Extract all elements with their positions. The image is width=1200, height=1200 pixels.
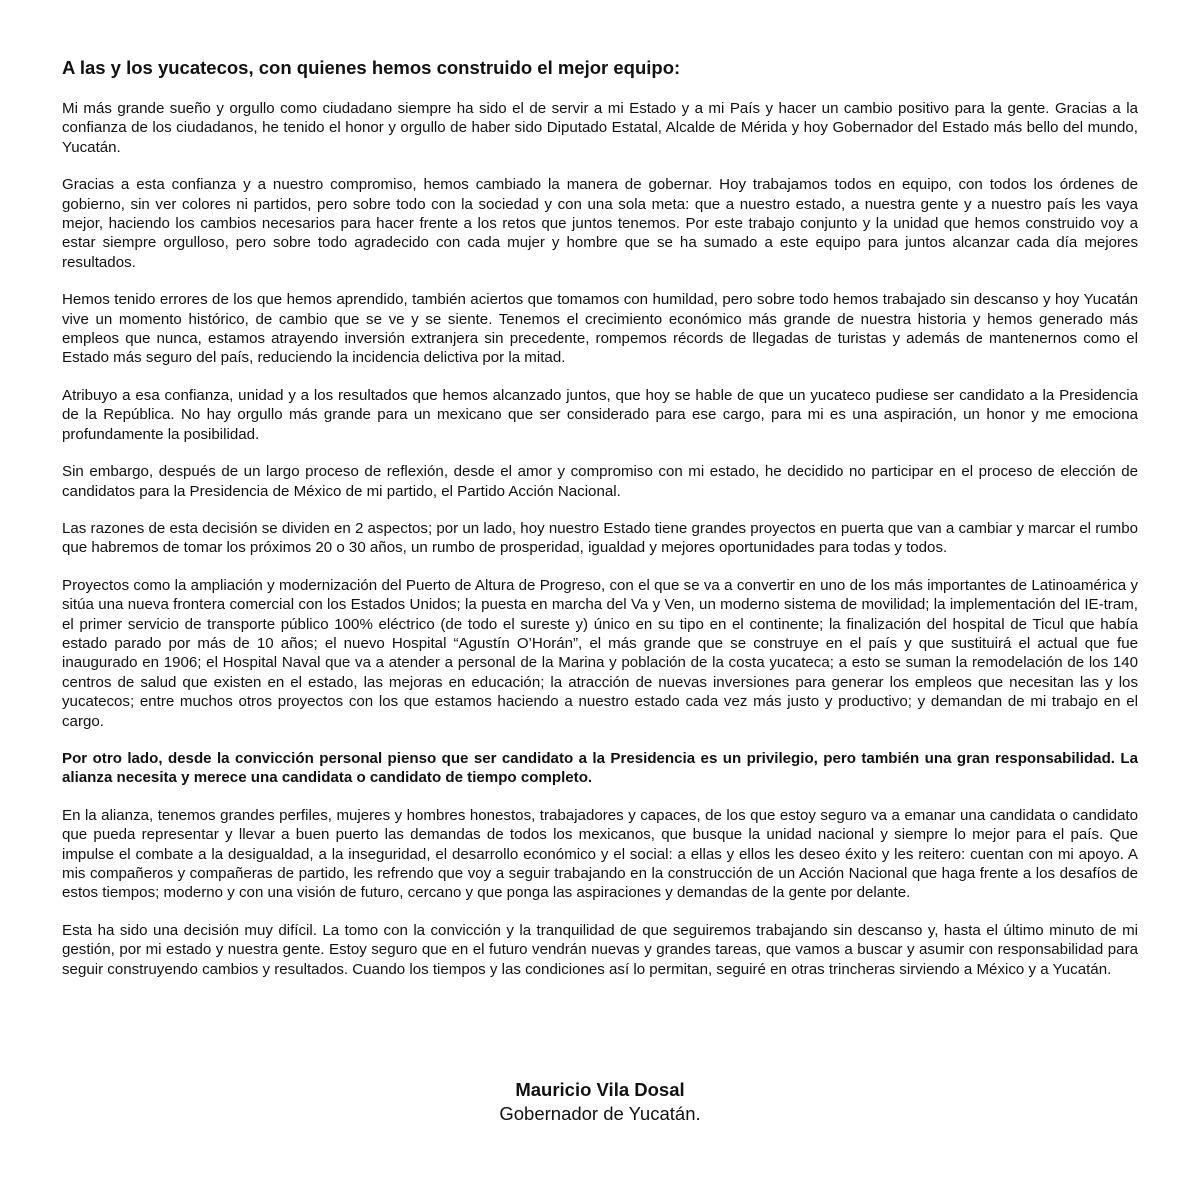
letter-paragraph-5: Sin embargo, después de un largo proceso de reflexión, desde el amor y compromiso con mi estado, he decidido no participar en el proceso de elección de candidatos para la Presidencia de México de mi partido, el Partido Acción Nacional.: [62, 463, 1138, 500]
letter-paragraph-6: Las razones de esta decisión se dividen en 2 aspectos; por un lado, hoy nuestro Estado tiene grandes proyectos en puerta que van a cambiar y marcar el rumbo que habremos de tomar los próximos 20 o 30 años, un rumbo de prosperidad, igualdad y mejores oportunidades para todas y todos.: [62, 519, 1138, 557]
letter-paragraph-8: Por otro lado, desde la convicción personal pienso que ser candidato a la Presidencia es un privilegio, pero también una gran responsabilidad. La alianza necesita y merece una candidata o candidato de tiempo completo.: [62, 749, 1138, 787]
letter-paragraph-10: Esta ha sido una decisión muy difícil. La tomo con la convicción y la tranquilidad de que seguiremos trabajando sin descanso y, hasta el último minuto de mi gestión, por mi estado y nuestra gente. Estoy seguro que en el futuro vendrán nuevas y grandes tareas, que vamos a buscar y asumir con responsabilidad para seguir construyendo cambios y resultados. Cuando los tiempos y las condiciones así lo permitan, seguiré en otras trincheras sirviendo a México y a Yucatán.: [62, 921, 1138, 978]
letter-paragraph-4: Atribuyo a esa confianza, unidad y a los resultados que hemos alcanzado juntos, que hoy se hable de que un yucateco pudiese ser candidato a la Presidencia de la República. No hay orgullo más grande para un mexicano que ser considerado para ese cargo, para mi es una aspiración, un honor y me emociona profundamente la posibilidad.: [62, 386, 1138, 443]
signature-name: Mauricio Vila Dosal: [515, 1079, 685, 1100]
letter-paragraph-3: Hemos tenido errores de los que hemos aprendido, también aciertos que tomamos con humildad, pero sobre todo hemos trabajado sin descanso y hoy Yucatán vive un momento histórico, de cambio que se ve y se siente. Tenemos el crecimiento económico más grande de nuestra historia y hemos generado más empleos que nunca, estamos atrayendo inversión extranjera sin precedente, rompemos récords de llegadas de turistas y además de mantenernos como el Estado más seguro del país, reduciendo la incidencia delictiva por la mitad.: [62, 291, 1138, 367]
letter-paragraph-7: Proyectos como la ampliación y modernización del Puerto de Altura de Progreso, con el que se va a convertir en uno de los más importantes de Latinoamérica y sitúa una nueva frontera comercial con los Estados Unidos; la puesta en marcha del Va y Ven, un moderno sistema de movilidad; la implementación del IE-tram, el primer servicio de transporte público 100% eléctrico (de todo el sureste y) único en su tipo en el continente; la finalización del hospital de Ticul que había estado parado por más de 10 años; el nuevo Hospital “Agustín O’Horán”, el más grande que se construye en el país y que sustituirá el actual que fue inaugurado en 1906; el Hospital Naval que va a atender a personal de la Marina y población de la costa yucateca; a esto se suman la remodelación de los 140 centros de salud que existen en el estado, las mejoras en educación; la atracción de nuevas inversiones para generar los empleos que necesitan las y los yucatecos; entre muchos otros proyectos con los que estamos haciendo a nuestro estado cada vez más justo y productivo; y demandan de mi trabajo en el cargo.: [62, 576, 1138, 730]
letter-paragraph-1: Mi más grande sueño y orgullo como ciudadano siempre ha sido el de servir a mi Estado y a mi País y hacer un cambio positivo para la gente. Gracias a la confianza de los ciudadanos, he tenido el honor y orgullo de haber sido Diputado Estatal, Alcalde de Mérida y hoy Gobernador del Estado más bello del mundo, Yucatán.: [62, 100, 1138, 156]
letter-paragraph-9: En la alianza, tenemos grandes perfiles, mujeres y hombres honestos, trabajadores y capaces, de los que estoy seguro va a emanar una candidata o candidato que pueda representar y llevar a buen puerto las demandas de todos los mexicanos, que busque la unidad nacional y siempre lo mejor para el país. Que impulse el combate a la desigualdad, a la inseguridad, el desarrollo económico y el social: a ellas y ellos les deseo éxito y les reitero: cuentan con mi apoyo. A mis compañeros y compañeras de partido, les refrendo que voy a seguir trabajando en la construcción de un Acción Nacional que haga frente a los desafíos de estos tiempos; moderno y con una visión de futuro, cercano y que ponga las aspiraciones y demandas de la gente por delante.: [62, 806, 1138, 902]
letter-body: [62, 55, 1138, 997]
letter-paragraph-2: Gracias a esta confianza y a nuestro compromiso, hemos cambiado la manera de gobernar. Hoy trabajamos todos en equipo, con todos los órdenes de gobierno, sin ver colores ni partidos, pero sobre todo con la sociedad y con una sola meta: que a nuestro estado, a nuestra gente y a nuestro país les vaya mejor, haciendo los cambios necesarios para hacer frente a los retos que juntos tenemos. Por este trabajo conjunto y la unidad que hemos construido voy a estar siempre orgulloso, pero sobre todo agradecido con cada mujer y hombre que se ha sumado a este equipo para juntos alcanzar cada día mejores resultados.: [62, 176, 1138, 271]
letter-salutation: A las y los yucatecos, con quienes hemos construido el mejor equipo:: [62, 57, 681, 78]
signature-title: Gobernador de Yucatán.: [499, 1103, 701, 1124]
signature-block: [0, 1078, 1200, 1126]
